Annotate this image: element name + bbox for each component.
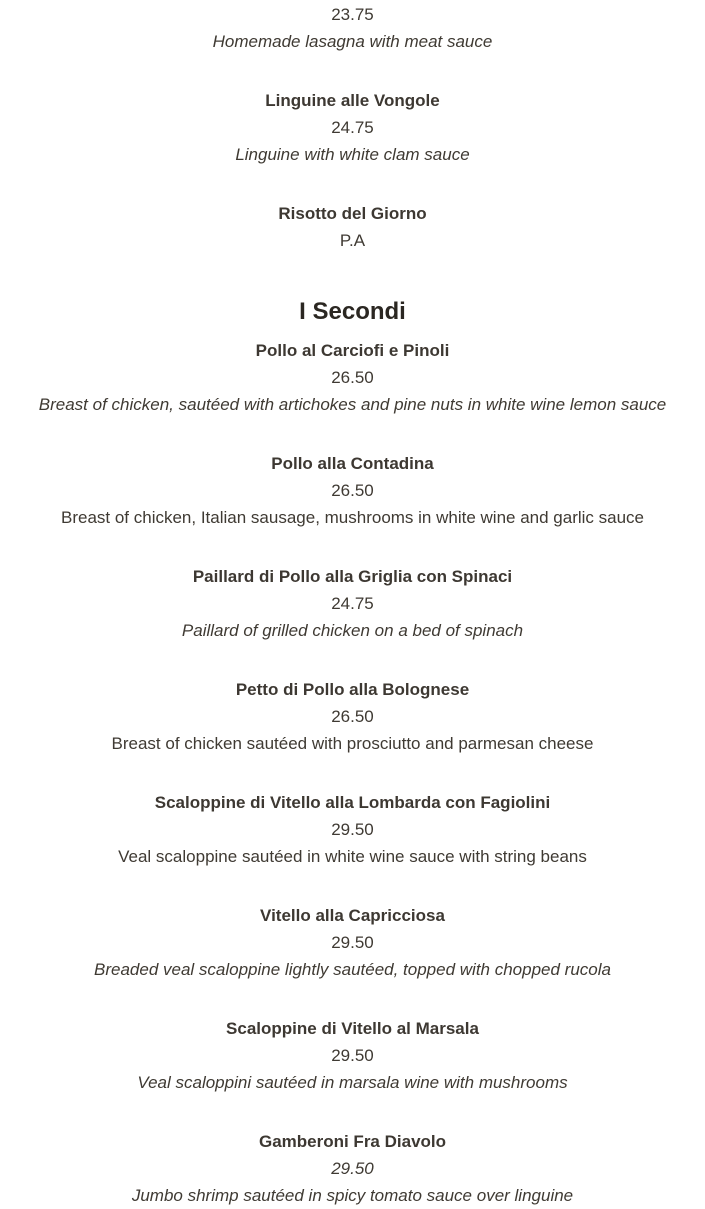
- menu-item: [0, 200, 705, 254]
- dish-description: Linguine with white clam sauce: [235, 145, 470, 164]
- dish-name: Paillard di Pollo alla Griglia con Spinaci: [192, 567, 513, 586]
- dish-description: Paillard of grilled chicken on a bed of spinach: [181, 621, 524, 640]
- menu-section-secondi: [0, 297, 705, 1209]
- dish-description: Breast of chicken, Italian sausage, mushrooms in white wine and garlic sauce: [60, 508, 645, 527]
- dish-price: 24.75: [331, 118, 374, 137]
- menu-item: [0, 676, 705, 757]
- dish-description: Homemade lasagna with meat sauce: [212, 32, 493, 51]
- dish-name: Scaloppine di Vitello alla Lombarda con Fagiolini: [154, 793, 551, 812]
- dish-description: Veal scaloppini sautéed in marsala wine with mushrooms: [137, 1073, 568, 1092]
- dish-name: Petto di Pollo alla Bolognese: [235, 680, 470, 699]
- dish-name: Vitello alla Capricciosa: [260, 906, 445, 925]
- dish-price: 26.50: [331, 368, 374, 387]
- dish-price: 29.50: [331, 820, 374, 839]
- menu-section-pasta: [0, 0, 705, 254]
- dish-price: 24.75: [331, 594, 374, 613]
- dish-price: P.A: [339, 231, 366, 250]
- dish-price: 26.50: [331, 707, 374, 726]
- dish-price: 29.50: [331, 933, 374, 952]
- menu-item: [0, 1015, 705, 1096]
- dish-price: 26.50: [331, 481, 374, 500]
- section-title: I Secondi: [299, 298, 406, 325]
- dish-description: Breaded veal scaloppine lightly sautéed, topped with chopped rucola: [94, 960, 611, 979]
- menu-item: [0, 0, 705, 55]
- menu-item: [0, 902, 705, 983]
- menu-item: [0, 450, 705, 531]
- dish-name: Gamberoni Fra Diavolo: [258, 1132, 447, 1151]
- dish-description: Jumbo shrimp sautéed in spicy tomato sauce over linguine: [131, 1186, 574, 1205]
- dish-description: Breast of chicken, sautéed with artichokes and pine nuts in white wine lemon sauce: [38, 395, 667, 414]
- dish-price: 29.50: [331, 1046, 374, 1065]
- menu-item: [0, 789, 705, 870]
- dish-price: 23.75: [331, 5, 374, 24]
- dish-description: Veal scaloppine sautéed in white wine sauce with string beans: [118, 847, 587, 866]
- dish-name: Risotto del Giorno: [278, 204, 427, 223]
- dish-price: 29.50: [331, 1159, 374, 1178]
- dish-name: Pollo al Carciofi e Pinoli: [255, 341, 450, 360]
- menu-item: [0, 563, 705, 644]
- dish-name: Pollo alla Contadina: [271, 454, 434, 473]
- menu-item: [0, 337, 705, 418]
- menu-item: [0, 87, 705, 168]
- menu-item: [0, 1128, 705, 1209]
- dish-description: Breast of chicken sautéed with prosciutto and parmesan cheese: [111, 734, 594, 753]
- dish-name: Linguine alle Vongole: [265, 91, 440, 110]
- dish-name: Scaloppine di Vitello al Marsala: [226, 1019, 479, 1038]
